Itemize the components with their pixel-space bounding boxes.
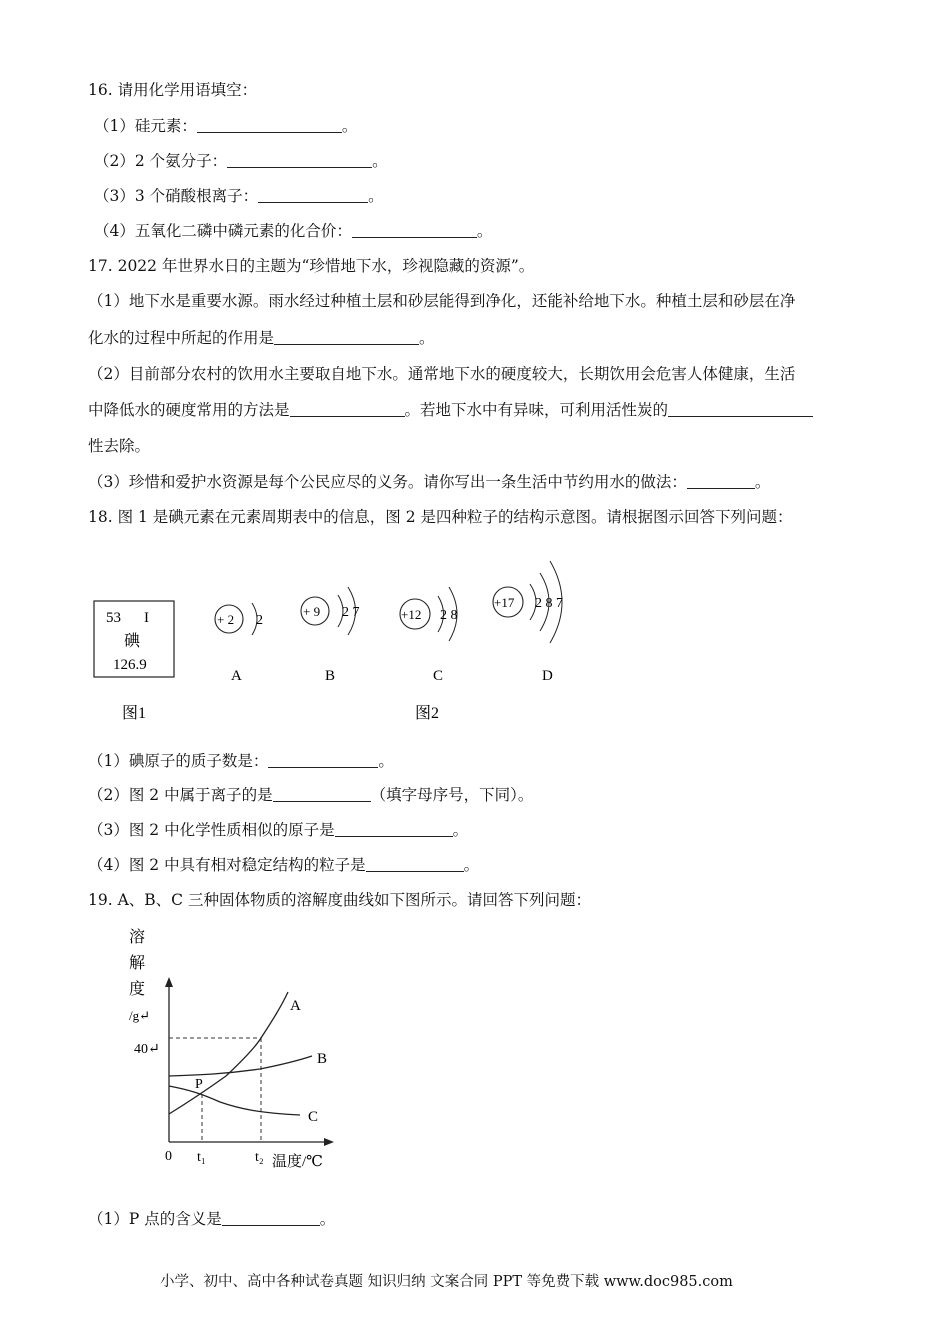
x-axis-arrow [324,1138,334,1146]
y-axis-arrow [165,977,173,987]
answer-blank[interactable] [197,116,342,133]
q18-figures [80,535,600,735]
answer-blank[interactable] [366,855,464,872]
particle-letter: A [231,668,242,684]
series-a-curve [169,992,288,1114]
answer-blank[interactable] [222,1209,320,1226]
answer-blank[interactable] [352,221,477,238]
particle-b [301,587,360,684]
element-name: 碘 [124,633,141,650]
q18-title: 18. 图 1 是碘元素在元素周期表中的信息，图 2 是四种粒子的结构示意图。请根据图示回答下列问题： [88,508,793,526]
y-label-char: 溶 [129,929,146,946]
q16-item-1: （1）硅元素： 。 [94,117,358,135]
particle-letter: B [325,668,336,684]
q17-p2-line1: （2）目前部分农村的饮用水主要取自地下水。通常地下水的硬度较大，长期饮用会危害人体健康，生活 [88,365,796,383]
atomic-mass: 126.9 [113,657,147,673]
svg-text:+ 2: + 2 [217,612,235,627]
answer-blank[interactable] [668,400,813,417]
q18-item-3: （3）图 2 中化学性质相似的原子是 。 [88,821,469,839]
y-tick-40: 40↵ [134,1042,160,1057]
q18-item-1: （1）碘原子的质子数是： 。 [88,752,394,770]
series-label-a: A [290,998,301,1014]
particle-d [493,561,563,684]
q17-p1-line2: 化水的过程中所起的作用是 。 [88,329,435,347]
particle-letter: D [542,668,553,684]
element-symbol: I [144,610,149,626]
answer-blank[interactable] [258,186,368,203]
atomic-number: 53 [106,610,121,626]
svg-text:2 8 7: 2 8 7 [535,596,563,611]
particle-c [400,587,458,684]
series-c-curve [169,1086,300,1115]
particle-letter: C [433,668,444,684]
y-label-unit: /g↵ [129,1008,151,1023]
svg-text:+ 9: + 9 [303,604,321,619]
answer-blank[interactable] [335,820,453,837]
svg-text:+12: +12 [401,607,422,622]
q17-p2-line2: 中降低水的硬度常用的方法是 。若地下水中有异味，可利用活性炭的 [88,398,813,420]
fig2-label: 图2 [415,705,440,722]
svg-text:2: 2 [256,613,263,628]
answer-blank[interactable] [274,328,419,345]
q18-item-2: （2）图 2 中属于离子的是 （填字母序号，下同）。 [88,786,534,804]
fig1-label: 图1 [122,705,147,722]
q16-item-2: （2）2 个氨分子： 。 [94,152,388,170]
series-label-b: B [317,1051,328,1067]
q19-item-1: （1）P 点的含义是 。 [88,1210,336,1228]
q16-item-4: （4）五氧化二磷中磷元素的化合价： 。 [94,222,493,240]
y-label-char: 解 [129,955,146,972]
q19-title: 19. A、B、C 三种固体物质的溶解度曲线如下图所示。请回答下列问题： [88,891,591,909]
y-label-char: 度 [129,981,146,998]
page-footer: 小学、初中、高中各种试卷真题 知识归纳 文案合同 PPT 等免费下载 www.doc985.com [160,1274,733,1290]
answer-blank[interactable] [268,751,378,768]
q17-title: 17. 2022 年世界水日的主题为“珍惜地下水，珍视隐藏的资源”。 [88,257,535,275]
x-tick-t1: t₁ [197,1150,206,1165]
origin-label: 0 [165,1149,172,1164]
solubility-chart [120,920,350,1175]
answer-blank[interactable] [687,472,755,489]
series-b-curve [169,1056,312,1076]
q16-title: 16. 请用化学用语填空： [88,81,258,99]
point-p-label: P [195,1077,203,1092]
q16-item-3: （3）3 个硝酸根离子： 。 [94,187,384,205]
series-label-c: C [308,1109,319,1125]
element-card [94,601,174,677]
svg-text:+17: +17 [494,595,515,610]
x-tick-t2: t₂ [255,1150,264,1165]
particle-a [215,603,263,684]
x-axis-label: 温度/℃ [272,1154,323,1170]
answer-blank[interactable] [290,400,405,417]
q17-p3: （3）珍惜和爱护水资源是每个公民应尽的义务。请你写出一条生活中节约用水的做法： 。 [88,473,771,491]
answer-blank[interactable] [227,151,372,168]
svg-text:2 7: 2 7 [342,605,360,620]
q17-p2-line3: 性去除。 [88,437,151,455]
q17-p1-line1: （1）地下水是重要水源。雨水经过种植土层和砂层能得到净化，还能补给地下水。种植土层和砂层在净 [88,292,796,310]
svg-text:2 8: 2 8 [440,608,458,623]
answer-blank[interactable] [273,785,371,802]
q18-item-4: （4）图 2 中具有相对稳定结构的粒子是 。 [88,856,480,874]
